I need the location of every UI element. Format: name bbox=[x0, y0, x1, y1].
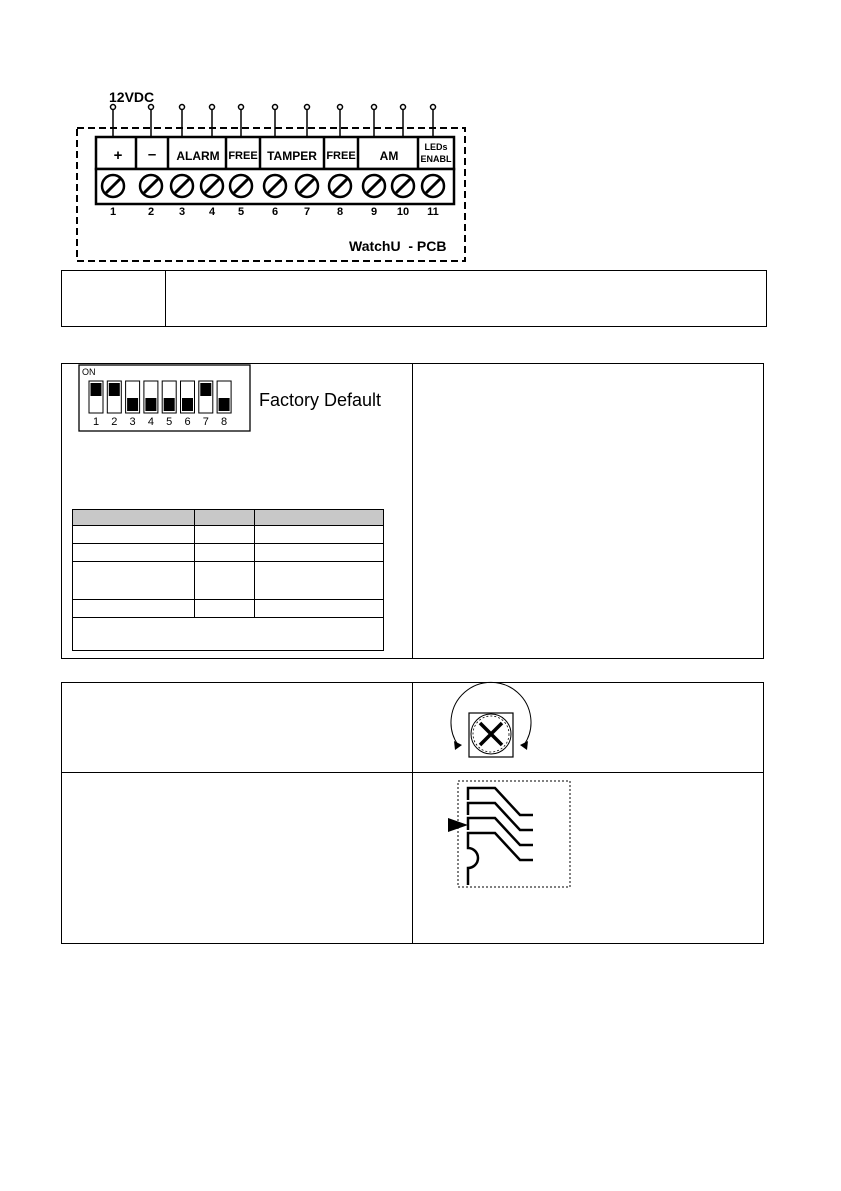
dip-switch-knob bbox=[182, 398, 193, 411]
dip-number: 5 bbox=[166, 416, 173, 428]
terminal-number: 3 bbox=[178, 206, 186, 218]
dip-number: 4 bbox=[147, 416, 154, 428]
config-header-cell bbox=[73, 510, 195, 526]
supply-voltage-label: 12VDC bbox=[109, 89, 155, 105]
dip-switch-knob bbox=[145, 398, 156, 411]
group-label-am: AM bbox=[379, 149, 399, 163]
config-table bbox=[72, 509, 384, 651]
dip-number: 8 bbox=[221, 416, 228, 428]
config-header-cell bbox=[255, 510, 384, 526]
terminal-number: 4 bbox=[208, 206, 216, 218]
terminal-number: 8 bbox=[336, 206, 344, 218]
dip-number: 1 bbox=[92, 416, 100, 428]
config-table-row bbox=[73, 562, 384, 600]
terminal-number: 9 bbox=[370, 206, 378, 218]
terminal-number: 1 bbox=[109, 206, 117, 218]
dip-switch-knob bbox=[127, 398, 138, 411]
group-label-alarm: ALARM bbox=[176, 149, 220, 163]
config-header-cell bbox=[195, 510, 255, 526]
group-label-plus: + bbox=[113, 147, 123, 164]
group-label-free-2: FREE bbox=[326, 150, 356, 162]
terminal-number: 2 bbox=[147, 206, 155, 218]
jumper-diagram bbox=[448, 781, 570, 887]
dip-switch-knob bbox=[109, 383, 120, 396]
config-table-row bbox=[73, 526, 384, 544]
config-table-row bbox=[73, 544, 384, 562]
dip-switch-knob bbox=[164, 398, 175, 411]
group-label-minus: – bbox=[147, 146, 157, 163]
terminal-number: 7 bbox=[303, 206, 311, 218]
group-label-free-1: FREE bbox=[228, 150, 258, 162]
dip-number: 6 bbox=[184, 416, 191, 428]
potentiometer-icon bbox=[451, 682, 531, 757]
dip-number: 3 bbox=[129, 416, 136, 428]
config-table-header bbox=[73, 510, 384, 526]
dip-on-label: ON bbox=[82, 367, 96, 377]
pcb-label: WatchU - PCB bbox=[349, 238, 447, 254]
dip-switch-knob bbox=[200, 383, 211, 396]
dip-number: 7 bbox=[202, 416, 209, 428]
terminal-number: 11 bbox=[427, 206, 439, 218]
terminal-number: 10 bbox=[396, 206, 410, 218]
config-table-row bbox=[73, 600, 384, 618]
dip-switch-knob bbox=[219, 398, 230, 411]
config-table-row bbox=[73, 618, 384, 651]
terminal-number: 6 bbox=[271, 206, 279, 218]
terminal-number: 5 bbox=[237, 206, 245, 218]
dip-switch-knob bbox=[91, 383, 102, 396]
group-label-leds-enable: LEDs ENABL bbox=[420, 142, 452, 164]
dip-caption: Factory Default bbox=[259, 390, 382, 410]
adjust-diagrams-svg bbox=[0, 680, 841, 940]
dip-number: 2 bbox=[111, 416, 118, 428]
group-label-tamper: TAMPER bbox=[267, 149, 317, 163]
